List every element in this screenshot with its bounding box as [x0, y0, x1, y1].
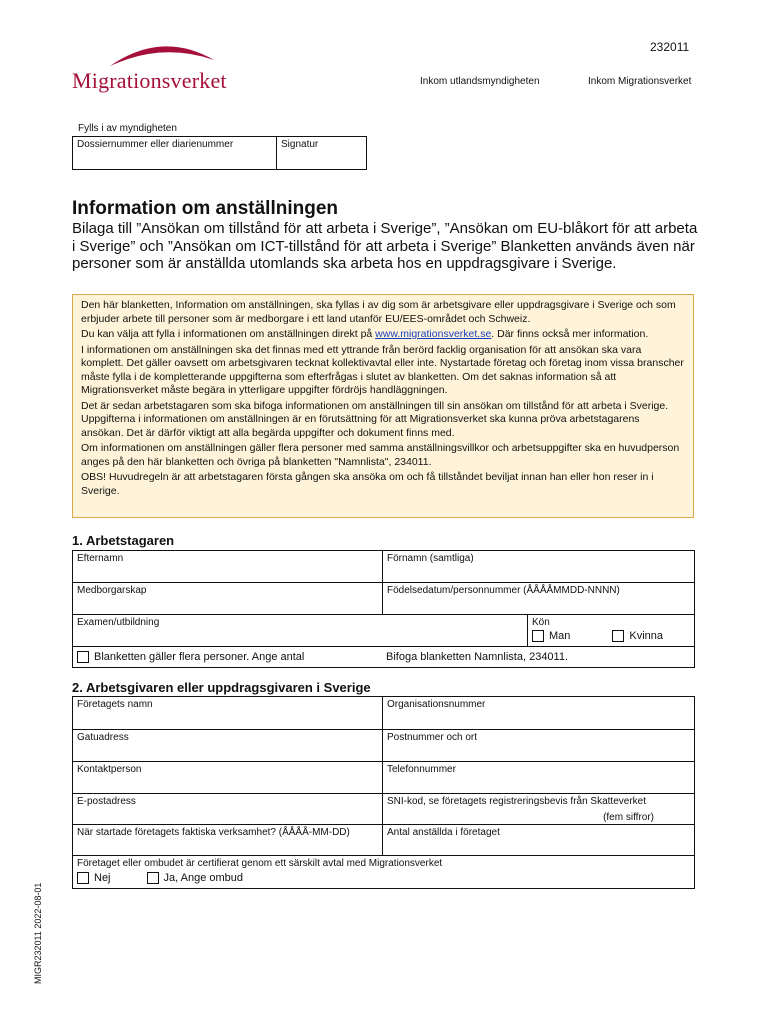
certified-options	[77, 872, 690, 884]
started-field[interactable]	[73, 825, 383, 855]
female-checkbox[interactable]	[612, 630, 624, 642]
education-label: Examen/utbildning	[77, 617, 160, 628]
migrationsverket-logo	[72, 38, 232, 98]
company-field[interactable]	[73, 697, 383, 729]
orgnr-field[interactable]	[383, 697, 694, 729]
street-label: Gatuadress	[77, 732, 129, 743]
sni-label: SNI-kod, se företagets registreringsbevis från Skatteverket	[387, 796, 647, 807]
certified-field	[73, 856, 694, 888]
info-text: Du kan välja att fylla i informationen om anställningen direkt på	[81, 328, 376, 340]
intro-text: Bilaga till ”Ansökan om tillstånd för att arbeta i Sverige”, ”Ansökan om EU-blåkort för att arbeta i Sverige” och ”Ansökan om ICT-tillstånd för att arbeta i Sverige” Blanketten används även när personer som är anställda utomlands ska arbeta hos en uppdragsgivare i Sverige.	[72, 220, 698, 272]
section1-grid	[72, 550, 695, 668]
multiple-persons-row	[73, 647, 694, 667]
employees-label: Antal anställda i företaget	[387, 827, 500, 838]
info-paragraph: Det är sedan arbetstagaren som ska bifoga informationen om anställningen till sin ansökan om tillstånd för att arbeta i Sverige. Uppgifterna i informationen om anställningen är en förutsättning för att Migrationsverket ska kunna pröva arbetstagarens ansökan. Det är därför viktigt att alla begärda uppgifter och dokument finns med.	[81, 399, 669, 439]
signature-field[interactable]	[277, 137, 366, 169]
female-label: Kvinna	[629, 630, 664, 642]
received-mv-label: Inkom Migrationsverket	[588, 76, 692, 87]
contact-field[interactable]	[73, 762, 383, 793]
postal-label: Postnummer och ort	[387, 732, 478, 743]
male-label: Man	[549, 630, 571, 642]
table-row	[73, 761, 694, 793]
firstnames-field[interactable]	[383, 551, 694, 582]
education-field[interactable]	[73, 615, 528, 646]
citizenship-label: Medborgarskap	[77, 585, 147, 596]
employees-field[interactable]	[383, 825, 694, 855]
authority-box	[72, 136, 367, 170]
started-label: När startade företagets faktiska verksamhet? (ÅÅÅÅ-MM-DD)	[77, 827, 350, 838]
sni-field[interactable]	[383, 794, 694, 824]
table-row	[73, 793, 694, 824]
male-checkbox[interactable]	[532, 630, 544, 642]
form-number: 232011	[650, 40, 690, 54]
table-row	[73, 614, 694, 646]
gender-label: Kön	[532, 617, 550, 628]
table-row	[73, 855, 694, 888]
received-abroad-label: Inkom utlandsmyndigheten	[420, 76, 540, 87]
info-text: . Där finns också mer information.	[491, 328, 649, 340]
logo-text: Migrationsverket	[72, 68, 227, 93]
dob-field[interactable]	[383, 583, 694, 614]
certified-label: Företaget eller ombudet är certifierat genom ett särskilt avtal med Migrationsverket	[77, 858, 443, 869]
section2-heading: 2. Arbetsgivaren eller uppdragsgivaren i Sverige	[72, 680, 371, 695]
surname-label: Efternamn	[77, 553, 124, 564]
gender-field	[528, 615, 694, 646]
firstnames-label: Förnamn (samtliga)	[387, 553, 474, 564]
no-label: Nej	[94, 872, 111, 884]
info-paragraph: Om informationen om anställningen gäller flera personer med samma anställningsvillkor och arbetsuppgifter ska en huvudperson anges på den här blanketten och övriga på blanketten "Namnlista", 234011.	[81, 442, 680, 468]
signature-label: Signatur	[281, 139, 319, 150]
table-row	[73, 646, 694, 667]
info-paragraph-link	[81, 328, 685, 342]
table-row	[73, 551, 694, 582]
info-paragraph: I informationen om anställningen ska det finnas med ett yttrande från berörd facklig organisation för att ansökan ska vara komplett. Det gäller oavsett om arbetsgivaren tecknat kollektivavtal eller inte. Nystartade företag och företag inom vissa branscher måste fylla i de kompletterande uppgifterna som efterfrågas i slutet av blanketten. Om det saknas information så att Migrationsverket måste begära in ytterligare uppgifter fördröjs handläggningen.	[81, 343, 684, 396]
info-paragraph: Den här blanketten, Information om anställningen, ska fyllas i av dig som är arbetsgivare eller uppdragsgivare i Sverige och som erbjuder arbete till personer som är medborgare i ett land utanför EU/EES-området och Schweiz.	[81, 299, 676, 325]
postal-field[interactable]	[383, 730, 694, 761]
table-row	[73, 697, 694, 729]
form-code: MIGR232011 2022-08-01	[33, 882, 43, 984]
no-checkbox[interactable]	[77, 872, 89, 884]
gender-options	[532, 630, 690, 642]
multiple-label: Blanketten gäller flera personer. Ange antal	[94, 651, 305, 663]
info-paragraph: OBS! Huvudregeln är att arbetstagaren första gången ska ansöka om och få tillståndet beviljat innan han eller hon reser in i Sverige.	[81, 471, 654, 497]
section2-grid	[72, 696, 695, 889]
table-row	[73, 729, 694, 761]
email-field[interactable]	[73, 794, 383, 824]
section1-heading: 1. Arbetstagaren	[72, 533, 175, 548]
street-field[interactable]	[73, 730, 383, 761]
contact-label: Kontaktperson	[77, 764, 142, 775]
page-title: Information om anställningen	[72, 198, 339, 219]
yes-label: Ja, Ange ombud	[163, 872, 244, 884]
attach-note: Bifoga blanketten Namnlista, 234011.	[386, 651, 569, 663]
table-row	[73, 824, 694, 855]
dob-label: Födelsedatum/personnummer (ÅÅÅÅMMDD-NNNN)	[387, 585, 620, 596]
orgnr-label: Organisationsnummer	[387, 699, 486, 710]
table-row	[73, 582, 694, 614]
phone-field[interactable]	[383, 762, 694, 793]
sni-note: (fem siffror)	[603, 812, 654, 823]
info-box	[72, 294, 694, 518]
surname-field[interactable]	[73, 551, 383, 582]
yes-checkbox[interactable]	[147, 872, 159, 884]
authority-caption: Fylls i av myndigheten	[78, 123, 177, 134]
website-link[interactable]: www.migrationsverket.se	[375, 328, 492, 340]
citizenship-field[interactable]	[73, 583, 383, 614]
phone-label: Telefonnummer	[387, 764, 456, 775]
company-label: Företagets namn	[77, 699, 153, 710]
email-label: E-postadress	[77, 796, 136, 807]
multiple-checkbox[interactable]	[77, 651, 89, 663]
dossier-field[interactable]	[73, 137, 277, 169]
dossier-label: Dossiernummer eller diarienummer	[77, 139, 234, 150]
logo-arc-icon	[108, 38, 216, 68]
